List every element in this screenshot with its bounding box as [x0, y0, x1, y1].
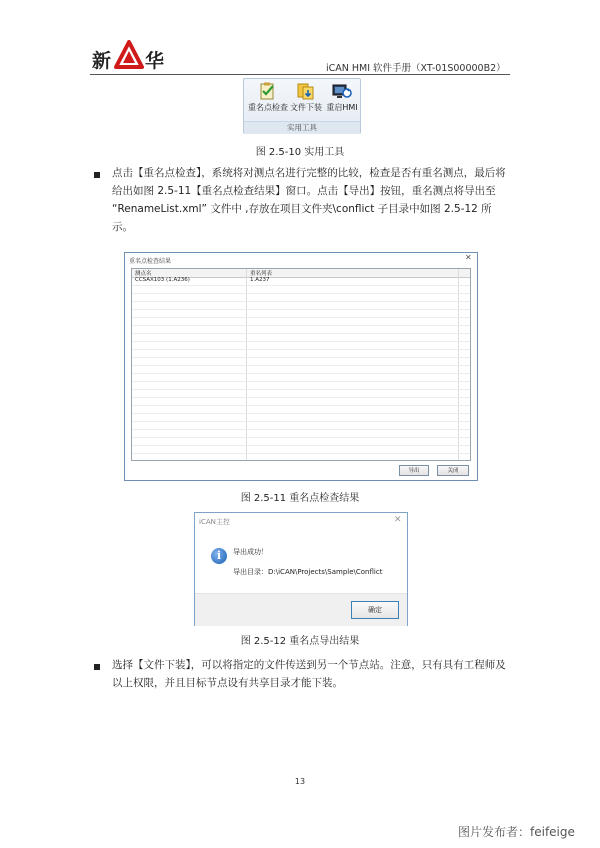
tool-restart-hmi[interactable] [324, 82, 360, 113]
publisher-watermark: 图片发布者：feifeige [458, 825, 575, 839]
figure-caption: 图 2.5-11 重名点检查结果 [240, 493, 360, 504]
export-path-text: 导出目录：D:\iCAN\Projects\Sample\Conflict [233, 568, 383, 576]
export-result-dialog [194, 512, 408, 626]
column-header[interactable]: 重名列表 [250, 271, 273, 277]
header-divider [90, 74, 510, 75]
logo-text-left: 新 [92, 50, 112, 72]
ok-button[interactable]: 确定 [351, 601, 399, 619]
manual-title: iCAN HMI 软件手册（XT-01S00000B2） [326, 63, 506, 74]
close-button[interactable]: 关闭 [437, 465, 469, 476]
close-icon[interactable]: ✕ [394, 515, 402, 525]
rename-check-dialog [124, 252, 478, 481]
close-icon[interactable]: ✕ [465, 253, 472, 262]
body-paragraph: 选择【文件下装】，可以将指定的文件传送到另一个节点站。注意，只有具有工程师及以上权限，并且目标节点设有共享目录才能下装。 [112, 659, 506, 689]
restart-hmi-icon [332, 82, 352, 100]
export-button[interactable]: 导出 [399, 465, 429, 476]
tool-label: 文件下装 [290, 103, 322, 112]
tool-rename-check[interactable] [247, 82, 289, 113]
row-cell: 1.A237 [250, 277, 270, 283]
body-paragraph: 点击【重名点检查】，系统将对测点名进行完整的比较，检查是否有重名测点，最后将给出如图 2.5-11【重名点检查结果】窗口。点击【导出】按钮，重名测点将导出至 “RenameList.xml” 文件中 ,存放在项目文件夹\conflict 子目录中如图 2.5-12 所示。 [112, 167, 506, 233]
dialog-title: iCAN主控 [199, 518, 230, 526]
file-download-icon [296, 82, 316, 100]
info-icon: i [211, 548, 227, 564]
logo-triangle-icon [114, 40, 144, 70]
message-text: 导出成功！ [233, 548, 268, 556]
figure-caption: 图 2.5-10 实用工具 [255, 147, 345, 158]
page-number: 13 [294, 777, 306, 786]
column-header[interactable]: 测点名 [135, 271, 152, 277]
row-cell: CCSAX103 (1.A236) [135, 277, 190, 283]
table-row[interactable] [132, 277, 471, 285]
bullet [94, 664, 100, 670]
bullet [94, 172, 100, 178]
checklist-icon [258, 82, 278, 100]
dialog-title: 重名点检查结果 [129, 258, 172, 265]
tool-file-download[interactable] [288, 82, 324, 113]
tool-label: 重名点检查 [248, 103, 288, 112]
logo-text-right: 华 [145, 50, 165, 72]
figure-caption: 图 2.5-12 重名点导出结果 [240, 636, 360, 647]
toolbar-group-label: 实用工具 [244, 121, 360, 134]
result-list[interactable] [131, 268, 471, 461]
tool-label: 重启HMI [326, 103, 358, 112]
toolbar-ribbon [243, 78, 361, 134]
